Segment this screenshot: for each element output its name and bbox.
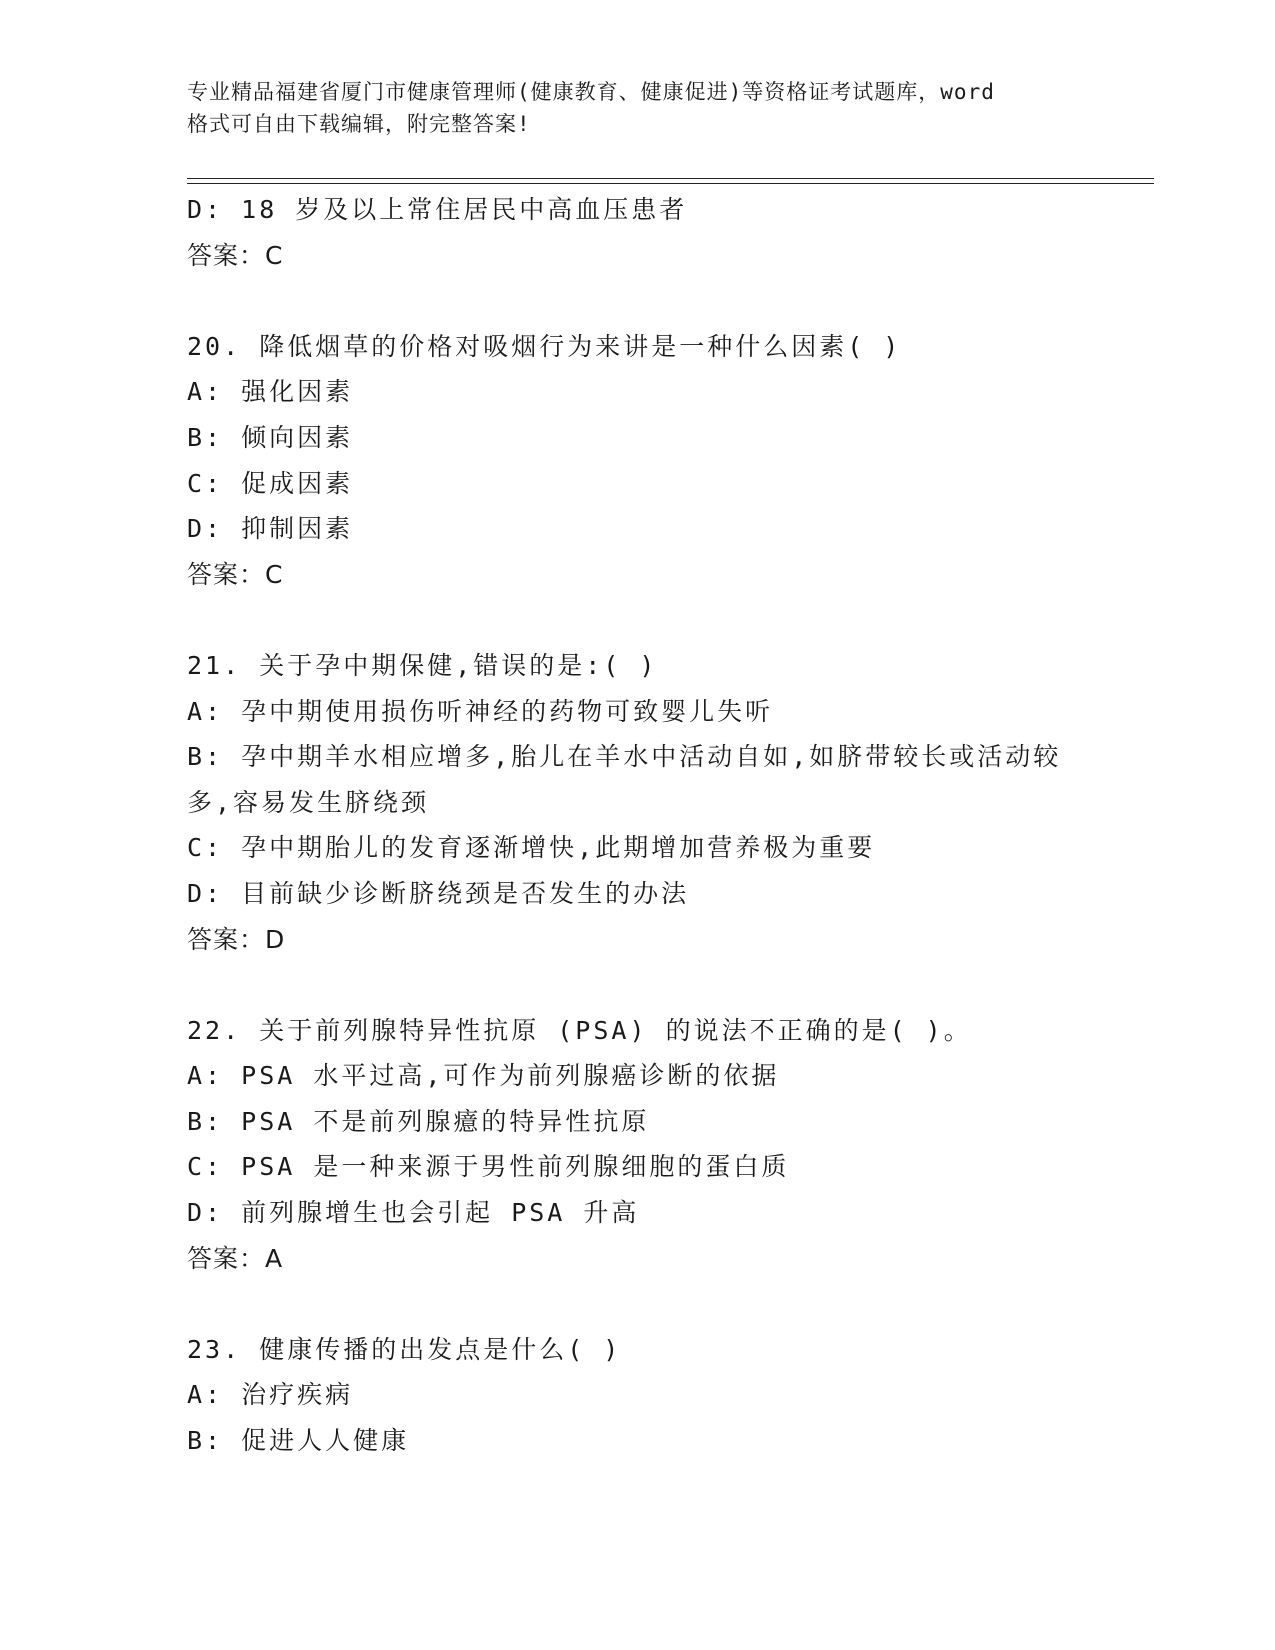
question-content — [187, 187, 1087, 1464]
question-21 — [187, 643, 1087, 962]
option-a: A: PSA 水平过高,可作为前列腺癌诊断的依据 — [187, 1061, 780, 1091]
option-d: D: 前列腺增生也会引起 PSA 升高 — [187, 1198, 640, 1228]
spacer — [187, 962, 1087, 1008]
option-d: D: 抑制因素 — [187, 514, 354, 544]
option-a: A: 治疗疾病 — [187, 1380, 354, 1410]
answer-line: 答案：D — [187, 924, 286, 954]
option-c: C: 促成因素 — [187, 468, 354, 498]
spacer — [187, 1281, 1087, 1327]
answer-line: 答案：C — [187, 240, 284, 270]
question-stem: 21. 关于孕中期保健,错误的是:( ) — [187, 650, 658, 680]
option-a: A: 孕中期使用损伤听神经的药物可致婴儿失听 — [187, 696, 774, 726]
header-divider-bottom — [187, 183, 1154, 184]
option-c: C: PSA 是一种来源于男性前列腺细胞的蛋白质 — [187, 1152, 790, 1182]
spacer — [187, 278, 1087, 324]
question-20 — [187, 324, 1087, 598]
question-stem: 22. 关于前列腺特异性抗原 (PSA) 的说法不正确的是( )。 — [187, 1015, 972, 1045]
question-22 — [187, 1008, 1087, 1282]
option-b-continued: 多,容易发生脐绕颈 — [187, 787, 430, 817]
option-d: D: 18 岁及以上常住居民中高血压患者 — [187, 195, 688, 224]
option-c: C: 孕中期胎儿的发育逐渐增快,此期增加营养极为重要 — [187, 833, 876, 863]
header-divider-top — [187, 178, 1154, 179]
question-19-continuation — [187, 187, 1087, 278]
option-b: B: 倾向因素 — [187, 422, 354, 452]
question-23 — [187, 1327, 1087, 1464]
question-stem: 20. 降低烟草的价格对吸烟行为来讲是一种什么因素( ) — [187, 331, 902, 361]
answer-line: 答案：C — [187, 559, 284, 589]
option-b: B: 促进人人健康 — [187, 1426, 410, 1456]
option-a: A: 强化因素 — [187, 377, 354, 407]
header-line-1: 专业精品福建省厦门市健康管理师(健康教育、健康促进)等资格证考试题库，word — [187, 80, 995, 104]
header-line-2: 格式可自由下载编辑，附完整答案! — [187, 112, 531, 136]
option-b: B: PSA 不是前列腺癔的特异性抗原 — [187, 1106, 650, 1136]
page-header — [187, 76, 1087, 140]
answer-line: 答案：A — [187, 1243, 284, 1273]
option-d: D: 目前缺少诊断脐绕颈是否发生的办法 — [187, 878, 690, 908]
spacer — [187, 597, 1087, 643]
question-stem: 23. 健康传播的出发点是什么( ) — [187, 1334, 622, 1364]
option-b: B: 孕中期羊水相应增多,胎儿在羊水中活动自如,如脐带较长或活动较 — [187, 742, 1062, 772]
